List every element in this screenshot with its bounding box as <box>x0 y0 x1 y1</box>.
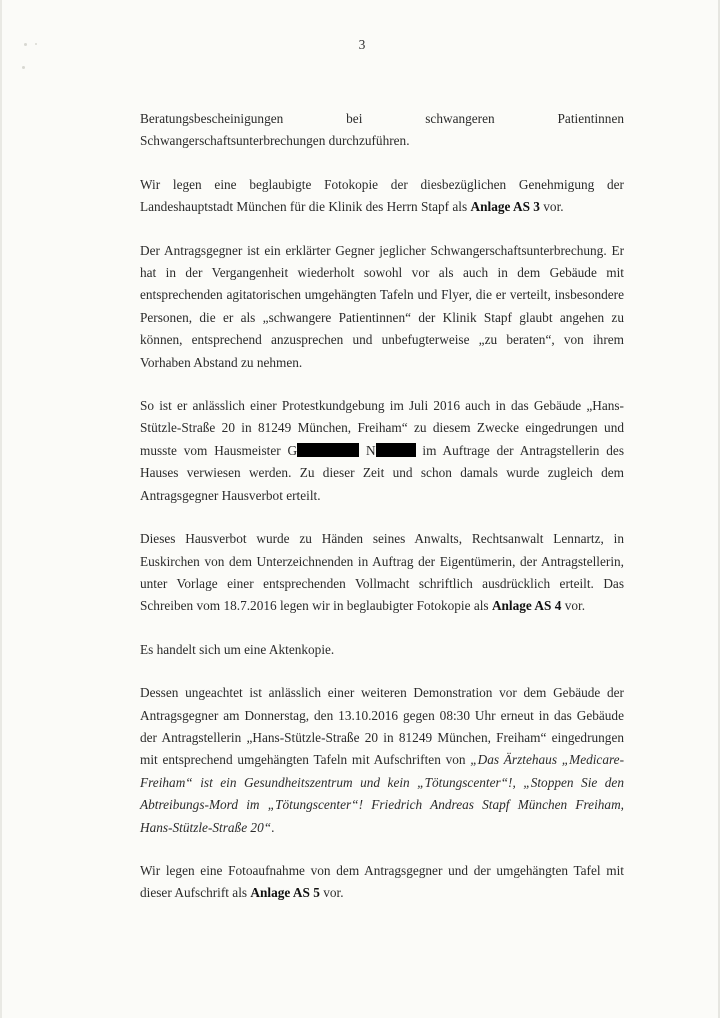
scan-speck <box>22 66 25 69</box>
paragraph-5-tail: vor. <box>561 598 586 614</box>
paragraph-5-text: Dieses Hausverbot wurde zu Händen seines Anwalts, Rechtsanwalt Lennartz, in Euskirchen von dem Unterzeichnenden in Auftrag der Eigentümerin, der Antragstellerin, unter Vorlage einer entsprechenden Vollmacht schriftlich ausdrücklich erteilt. Das Schreiben vom 18.7.2016 legen wir in beglaubigter Fotokopie als <box>140 531 624 614</box>
paragraph-8-text: Wir legen eine Fotoaufnahme von dem Antragsgegner und der umgehängten Tafel mit dieser Aufschrift als <box>140 862 624 901</box>
annex-reference-as5: Anlage AS 5 <box>250 885 320 901</box>
paragraph-4-text-after: im Auftrage der Antragstellerin des Hauses verwiesen werden. Zu dieser Zeit und schon damals wurde zugleich dem Antragsgegner Hausverbot erteilt. <box>140 442 624 503</box>
redaction-box <box>297 443 359 457</box>
paragraph-6 <box>140 639 624 661</box>
paragraph-2-text: Wir legen eine beglaubigte Fotokopie der diesbezüglichen Genehmigung der Landeshauptstadt München für die Klinik des Herrn Stapf als <box>140 176 624 215</box>
paragraph-4-text-middle: N <box>359 442 376 458</box>
annex-reference-as4: Anlage AS 4 <box>491 598 562 614</box>
paragraph-7 <box>140 682 624 839</box>
paragraph-5 <box>140 528 624 618</box>
paragraph-6-text: Es handelt sich um eine Aktenkopie. <box>140 641 335 657</box>
paragraph-3 <box>140 240 624 374</box>
document-body <box>140 108 624 926</box>
paragraph-1-line-2: Schwangerschaftsunterbrechungen durchzuführen. <box>140 133 410 149</box>
paragraph-4-text-before: So ist er anlässlich einer Protestkundgebung im Juli 2016 auch in das Gebäude „Hans-Stützle-Straße 20 in 81249 München, Freiham“ zu diesem Zwecke eingedrungen und musste vom Hausmeister G <box>140 398 624 458</box>
paragraph-1-line-1: Beratungsbescheinigungen bei schwangeren Patientinnen <box>140 111 624 126</box>
paragraph-7-tail: . <box>271 819 275 835</box>
sign-inscription-quote: „Das Ärztehaus „Medicare-Freiham“ ist ein Gesundheitszentrum und kein „Tötungscenter“!, „Stoppen Sie den Abtreibungs-Mord im „Tötungscenter“! Friedrich Andreas Stapf München Freiham, Hans-Stützle-Straße 20“ <box>140 752 624 835</box>
page-number: 3 <box>358 37 366 52</box>
paragraph-2 <box>140 174 624 219</box>
paragraph-8 <box>140 860 624 905</box>
paragraph-3-text: Der Antragsgegner ist ein erklärter Gegner jeglicher Schwangerschaftsunterbrechung. Er hat in der Vergangenheit wiederholt sowohl vor als auch in dem Gebäude mit entsprechenden agitatorischen umgehängten Tafeln und Flyer, die er verteilt, insbesondere Personen, die er als „schwangere Patientinnen“ der Klinik Stapf glaubt angehen zu können, entsprechend anzusprechen und unbefugterweise „zu beraten“, von ihrem Vorhaben Abstand zu nehmen. <box>140 242 624 370</box>
redaction-box <box>376 443 416 457</box>
paragraph-7-text: Dessen ungeachtet ist anlässlich einer weiteren Demonstration vor dem Gebäude der Antragsgegner am Donnerstag, den 13.10.2016 gegen 08:30 Uhr erneut in das Gebäude der Antragstellerin „Hans-Stützle-Straße 20 in 81249 München, Freiham“ eingedrungen mit entsprechend umgehängten Tafeln mit Aufschriften von <box>140 685 624 768</box>
paragraph-4 <box>140 395 624 507</box>
annex-reference-as3: Anlage AS 3 <box>470 199 540 215</box>
paragraph-8-tail: vor. <box>319 885 344 901</box>
paragraph-1 <box>140 108 624 153</box>
paragraph-2-tail: vor. <box>539 199 564 215</box>
